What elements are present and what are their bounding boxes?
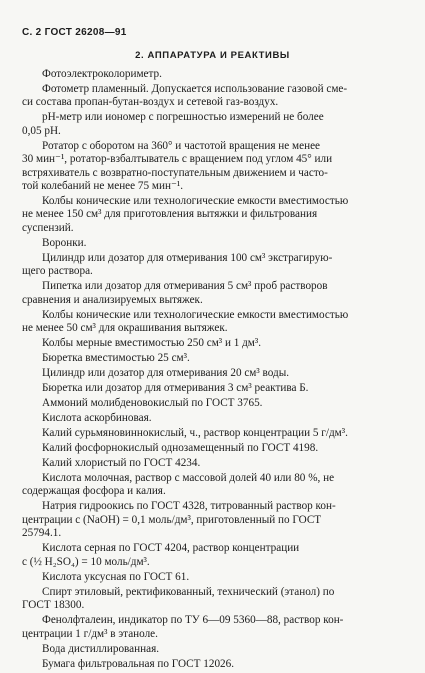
paragraph-continuation-line: си состава пропан-бутан-воздух и сетевой газ-воздух.: [22, 96, 279, 109]
paragraph-first-line: Цилиндр или дозатор для отмеривания 20 см³ воды.: [42, 367, 290, 380]
paragraph: [42, 457, 403, 470]
paragraph: [42, 442, 403, 455]
paragraph-first-line: Калий сурьмяновиннокислый, ч., раствор концентрации 5 г/дм³.: [42, 427, 348, 440]
paragraph-first-line: Спирт этиловый, ректификованный, технический (этанол) по: [42, 585, 335, 598]
paragraph: [42, 412, 403, 425]
paragraph-first-line: Бюретка или дозатор для отмеривания 3 см³ реактива Б.: [42, 382, 309, 395]
paragraph-first-line: Бюретка вместимостью 25 см³.: [42, 352, 190, 365]
paragraph-continuation-line: щего раствора.: [22, 265, 93, 278]
paragraph: [22, 139, 403, 194]
paragraph-continuation-line: 0,05 рН.: [22, 124, 61, 137]
paragraph-first-line: рН-метр или иономер с погрешностью измерений не более: [42, 111, 324, 124]
paragraph-first-line: Бумага фильтровальная по ГОСТ 12026.: [42, 657, 235, 670]
paragraph: [22, 111, 403, 138]
paragraph: [42, 367, 403, 380]
page-header: С. 2 ГОСТ 26208—91: [22, 27, 127, 38]
paragraph-first-line: Фенолфталеин, индикатор по ТУ 6—09 5360—88, раствор кон-: [42, 614, 344, 627]
paragraph: [42, 337, 403, 350]
paragraph: [42, 571, 403, 584]
paragraph-first-line: Кислота аскорбиновая.: [42, 412, 152, 425]
section-title: 2. АППАРАТУРА И РЕАКТИВЫ: [135, 50, 290, 61]
paragraph: [22, 542, 403, 569]
paragraph-first-line: Калий хлористый по ГОСТ 4234.: [42, 457, 201, 470]
paragraph: [42, 427, 403, 440]
paragraph: [22, 280, 403, 307]
paragraph-continuation-line: встряхиватель с возвратно-поступательным движением и часто-: [22, 166, 328, 179]
paragraph-continuation-line: 30 мин⁻¹, ротатор-взбалтыватель с вращением под углом 45° или: [22, 153, 333, 166]
paragraph-first-line: Ротатор с оборотом на 360° и частотой вращения не менее: [42, 139, 320, 152]
paragraph-continuation-line: той колебаний не менее 75 мин⁻¹.: [22, 180, 183, 193]
paragraph-first-line: Вода дистиллированная.: [42, 642, 160, 655]
paragraph-first-line: Колбы конические или технологические емкости вместимостью: [42, 195, 349, 208]
paragraph: [22, 614, 403, 641]
paragraph: [22, 585, 403, 613]
paragraph: [22, 251, 403, 279]
paragraph: [42, 352, 403, 365]
paragraph-first-line: Воронки.: [42, 236, 87, 249]
paragraph-first-line: Кислота серная по ГОСТ 4204, раствор концентрации: [42, 542, 300, 555]
paragraph-first-line: Натрия гидроокись по ГОСТ 4328, титрованный раствор кон-: [42, 500, 336, 513]
paragraph: [42, 237, 403, 250]
paragraph: [42, 643, 403, 656]
paragraph: [42, 397, 403, 410]
paragraph-continuation-line: центрации с (NaOH) = 0,1 моль/дм³, приготовленный по ГОСТ: [22, 513, 322, 526]
paragraph: [22, 472, 403, 499]
paragraph-first-line: Аммоний молибденовокислый по ГОСТ 3765.: [42, 397, 263, 410]
paragraph-continuation-line: 25794.1.: [22, 527, 62, 540]
paragraph: [42, 382, 403, 395]
paragraph-first-line: Пипетка или дозатор для отмеривания 5 см³ проб растворов: [42, 280, 328, 293]
document-body: [22, 68, 403, 673]
paragraph: [22, 500, 403, 540]
paragraph: [22, 195, 403, 235]
paragraph-continuation-line: не менее 50 см³ для окрашивания вытяжек.: [22, 322, 228, 335]
paragraph-continuation-line: с (½ H₂SO₄) = 10 моль/дм³.: [22, 555, 150, 568]
paragraph-continuation-line: центрации 1 г/дм³ в этаноле.: [22, 627, 158, 640]
paragraph-continuation-line: ГОСТ 18300.: [22, 599, 85, 612]
paragraph-first-line: Цилиндр или дозатор для отмеривания 100 см³ экстрагирую-: [42, 251, 333, 264]
paragraph: [42, 68, 403, 81]
paragraph-continuation-line: сравнения и анализируемых вытяжек.: [22, 293, 203, 306]
paragraph-first-line: Фотоэлектроколориметр.: [42, 68, 162, 80]
paragraph-continuation-line: содержащая фосфора и калия.: [22, 485, 166, 498]
paragraph-first-line: Калий фосфорнокислый однозамещенный по ГОСТ 4198.: [42, 442, 319, 455]
paragraph-continuation-line: суспензий.: [22, 221, 74, 234]
paragraph: [22, 83, 403, 110]
paragraph-first-line: Кислота уксусная по ГОСТ 61.: [42, 570, 190, 583]
paragraph-continuation-line: не менее 150 см³ для приготовления вытяжки и фильтрования: [22, 208, 318, 221]
paragraph-first-line: Фотометр пламенный. Допускается использование газовой сме-: [42, 83, 348, 95]
paragraph: [22, 308, 403, 336]
paragraph-first-line: Колбы мерные вместимостью 250 см³ и 1 дм³.: [42, 337, 262, 350]
paragraph: [42, 658, 403, 671]
paragraph-first-line: Кислота молочная, раствор с массовой долей 40 или 80 %, не: [42, 472, 335, 485]
paragraph-first-line: Колбы конические или технологические емкости вместимостью: [42, 308, 349, 321]
